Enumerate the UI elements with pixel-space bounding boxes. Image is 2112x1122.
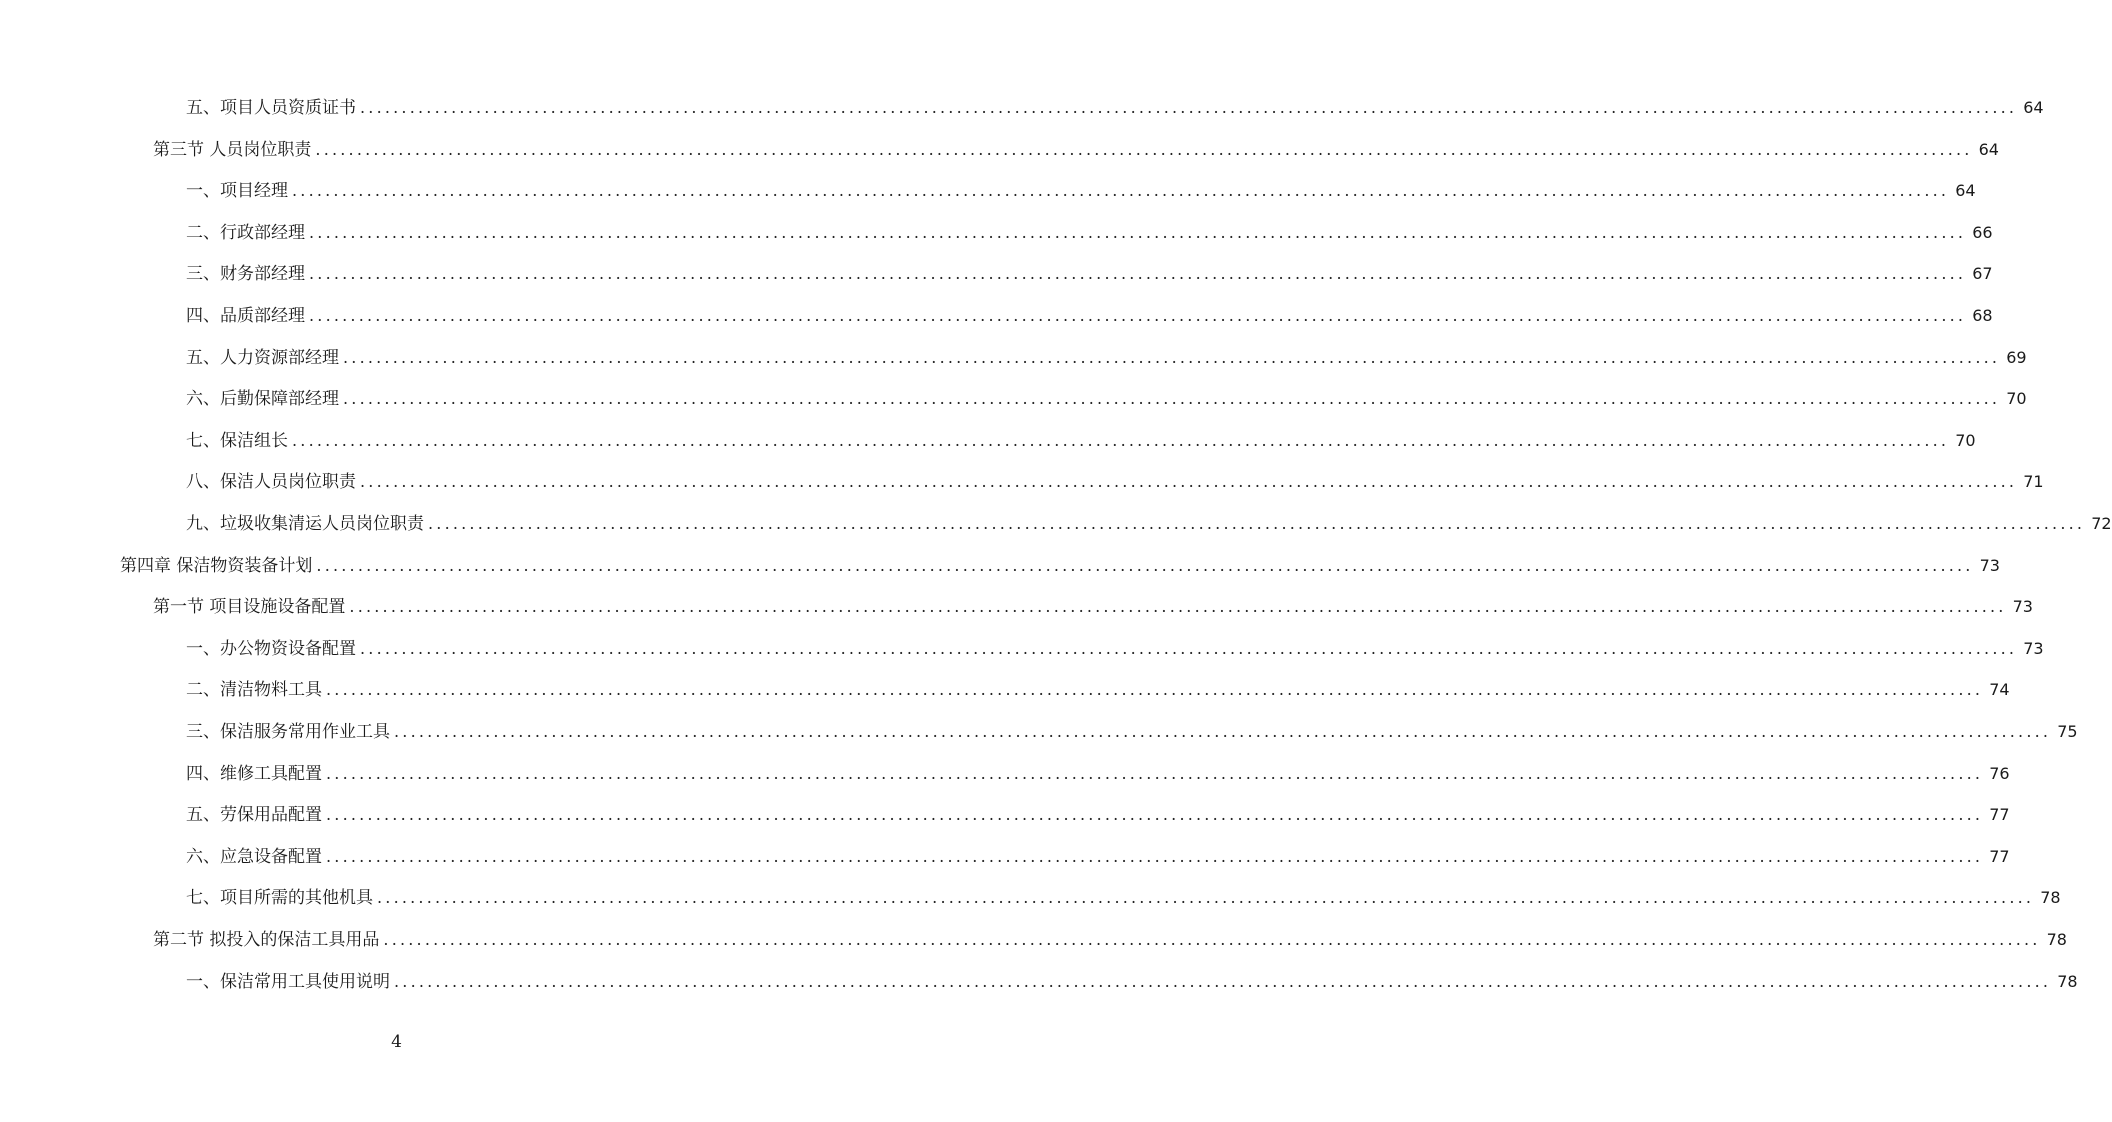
toc-entry-page: 77 — [1989, 805, 2010, 825]
toc-entry-title: 一、保洁常用工具使用说明 — [186, 971, 390, 992]
toc-entry — [186, 179, 1976, 203]
toc-entry-title: 六、后勤保障部经理 — [186, 389, 339, 410]
toc-entry-title: 第二节 拟投入的保洁工具用品 — [153, 930, 380, 950]
page-number: 4 — [391, 1032, 402, 1052]
toc-entry — [186, 637, 2044, 661]
toc-entry — [153, 138, 1999, 162]
toc-dot-leader: ........................................................................................................................................................................................................ — [360, 638, 2018, 658]
toc-entry — [153, 928, 2067, 952]
toc-entry-title: 九、垃圾收集清运人员岗位职责 — [186, 514, 424, 534]
toc-dot-leader: ........................................................................................................................................................................................................ — [349, 597, 2007, 617]
toc-entry-page: 64 — [1955, 181, 1976, 201]
toc-entry-title: 第三节 人员岗位职责 — [153, 139, 312, 160]
toc-entry — [120, 554, 2000, 578]
toc-entry-title: 第四章 保洁物资装备计划 — [120, 555, 313, 576]
toc-entry-page: 73 — [2023, 638, 2044, 658]
toc-dot-leader: ........................................................................................................................................................................................................ — [360, 98, 2018, 117]
toc-entry-title: 七、保洁组长 — [186, 430, 288, 451]
toc-entry-page: 68 — [1972, 306, 1993, 325]
toc-entry — [186, 720, 2078, 744]
toc-entry-title: 八、保洁人员岗位职责 — [186, 472, 356, 493]
toc-entry-title: 四、品质部经理 — [186, 306, 305, 326]
toc-dot-leader: ........................................................................................................................................................................................................ — [316, 555, 1974, 575]
toc-dot-leader: ........................................................................................................................................................................................................ — [326, 680, 1984, 700]
toc-dot-leader: ........................................................................................................................................................................................................ — [377, 888, 2035, 908]
toc-entry-page: 78 — [2046, 930, 2067, 949]
toc-entry-page: 70 — [1955, 430, 1976, 450]
toc-entry-page: 75 — [2057, 722, 2078, 741]
toc-entry — [186, 678, 2010, 702]
toc-entry-page: 70 — [2006, 389, 2027, 409]
toc-entry — [186, 470, 2044, 494]
toc-entry — [186, 512, 2112, 536]
toc-entry — [186, 845, 2010, 869]
toc-entry — [186, 970, 2078, 994]
toc-entry — [186, 304, 1993, 328]
toc-entry — [186, 387, 2027, 411]
toc-entry — [186, 346, 2027, 370]
toc-entry — [153, 595, 2033, 619]
toc-dot-leader: ........................................................................................................................................................................................................ — [428, 514, 2086, 533]
toc-entry-page: 76 — [1989, 763, 2010, 783]
toc-entry-page: 78 — [2057, 971, 2078, 991]
toc-entry-title: 一、项目经理 — [186, 181, 288, 202]
toc-entry-page: 67 — [1972, 264, 1993, 284]
toc-entry — [186, 262, 1993, 286]
toc-entry — [186, 96, 2044, 120]
toc-entry — [186, 803, 2010, 827]
toc-entry-page: 64 — [1978, 139, 1999, 159]
toc-dot-leader: ........................................................................................................................................................................................................ — [326, 846, 1984, 866]
toc-dot-leader: ........................................................................................................................................................................................................ — [360, 472, 2018, 492]
toc-entry-title: 第一节 项目设施设备配置 — [153, 597, 346, 618]
toc-dot-leader: ........................................................................................................................................................................................................ — [292, 430, 1950, 450]
toc-dot-leader: ........................................................................................................................................................................................................ — [315, 139, 1973, 159]
toc-dot-leader: ........................................................................................................................................................................................................ — [343, 389, 2001, 409]
toc-entry-title: 三、财务部经理 — [186, 264, 305, 285]
toc-entry — [186, 429, 1976, 453]
toc-dot-leader: ........................................................................................................................................................................................................ — [394, 971, 2052, 991]
toc-entry-page: 72 — [2091, 514, 2112, 533]
toc-dot-leader: ........................................................................................................................................................................................................ — [309, 222, 1967, 242]
toc-dot-leader: ........................................................................................................................................................................................................ — [383, 930, 2041, 949]
toc-entry-title: 四、维修工具配置 — [186, 763, 322, 784]
toc-entry-title: 五、项目人员资质证书 — [186, 98, 356, 118]
toc-entry-title: 一、办公物资设备配置 — [186, 638, 356, 659]
toc-dot-leader: ........................................................................................................................................................................................................ — [343, 347, 2001, 367]
toc-entry-page: 71 — [2023, 472, 2044, 492]
toc-entry — [186, 221, 1993, 245]
toc-entry — [186, 762, 2010, 786]
toc-entry-page: 78 — [2040, 888, 2061, 908]
toc-entry-title: 七、项目所需的其他机具 — [186, 888, 373, 909]
toc-entry-title: 三、保洁服务常用作业工具 — [186, 722, 390, 742]
toc-entry-page: 74 — [1989, 680, 2010, 700]
toc-dot-leader: ........................................................................................................................................................................................................ — [326, 763, 1984, 783]
toc-dot-leader: ........................................................................................................................................................................................................ — [292, 181, 1950, 201]
toc-entry — [186, 886, 2061, 910]
toc-entry-title: 二、清洁物料工具 — [186, 680, 322, 701]
toc-entry-page: 73 — [1979, 555, 2000, 575]
toc-entry-page: 73 — [2012, 597, 2033, 617]
toc-dot-leader: ........................................................................................................................................................................................................ — [309, 264, 1967, 284]
toc-entry-page: 77 — [1989, 846, 2010, 866]
toc-entry-page: 66 — [1972, 222, 1993, 242]
toc-entry-title: 五、劳保用品配置 — [186, 805, 322, 826]
toc-entry-title: 二、行政部经理 — [186, 222, 305, 243]
toc-entry-title: 六、应急设备配置 — [186, 846, 322, 867]
toc-dot-leader: ........................................................................................................................................................................................................ — [394, 722, 2052, 741]
toc-dot-leader: ........................................................................................................................................................................................................ — [326, 805, 1984, 825]
toc-dot-leader: ........................................................................................................................................................................................................ — [309, 306, 1967, 325]
toc-entry-page: 69 — [2006, 347, 2027, 367]
toc-entry-title: 五、人力资源部经理 — [186, 347, 339, 368]
toc-entry-page: 64 — [2023, 98, 2044, 117]
